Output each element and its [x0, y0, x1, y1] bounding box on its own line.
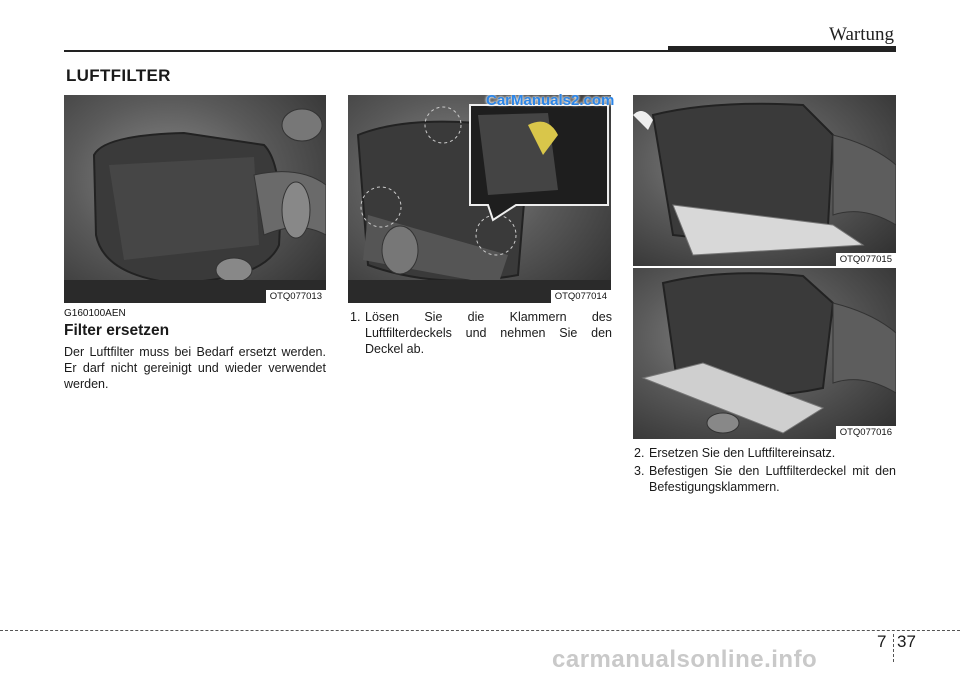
filter-cover-open-illustration — [633, 95, 896, 266]
footer-watermark: carmanualsonline.info — [552, 646, 818, 673]
chapter-title: Wartung — [829, 24, 894, 45]
watermark-text: CarManuals2.com — [486, 92, 615, 109]
step-text: Ersetzen Sie den Luftfiltereinsatz. — [649, 446, 836, 460]
chapter-number: 7 — [877, 632, 887, 651]
instruction-step — [634, 463, 896, 495]
figure-caption: OTQ077015 — [836, 253, 896, 266]
filter-insert-illustration — [633, 268, 896, 439]
step-text: Lösen Sie die Klammern des Luftfilterdeckels und nehmen Sie den Deckel ab. — [365, 310, 612, 356]
filter-clamp-illustration — [348, 95, 611, 303]
instruction-step — [350, 309, 612, 357]
figure-caption: OTQ077016 — [836, 426, 896, 439]
figure-caption: OTQ077014 — [551, 290, 611, 303]
page-number-separator — [893, 634, 894, 662]
page-number: 37 — [897, 632, 916, 651]
engine-bay-photo — [64, 95, 326, 303]
step-number: 1. — [350, 310, 361, 324]
air-filter-housing-illustration — [64, 95, 326, 303]
filter-removed-photo — [633, 95, 896, 266]
intro-paragraph: Der Luftfilter muss bei Bedarf ersetzt werden. Er darf nicht gereinigt und wieder verwendet werden. — [64, 345, 326, 391]
filter-replaced-photo — [633, 268, 896, 439]
header-rule-accent — [668, 46, 896, 52]
reference-code: G160100AEN — [64, 308, 126, 319]
step-number: 2. — [634, 446, 645, 460]
subsection-heading: Filter ersetzen — [64, 322, 170, 339]
step-number: 3. — [634, 464, 645, 478]
instruction-step — [634, 445, 896, 461]
filter-clamp-photo — [348, 95, 611, 303]
section-title: LUFTFILTER — [66, 66, 171, 85]
step-text: Befestigen Sie den Luftfilterdeckel mit den Befestigungsklammern. — [649, 464, 896, 494]
footer-divider — [0, 630, 960, 631]
figure-caption: OTQ077013 — [266, 290, 326, 303]
